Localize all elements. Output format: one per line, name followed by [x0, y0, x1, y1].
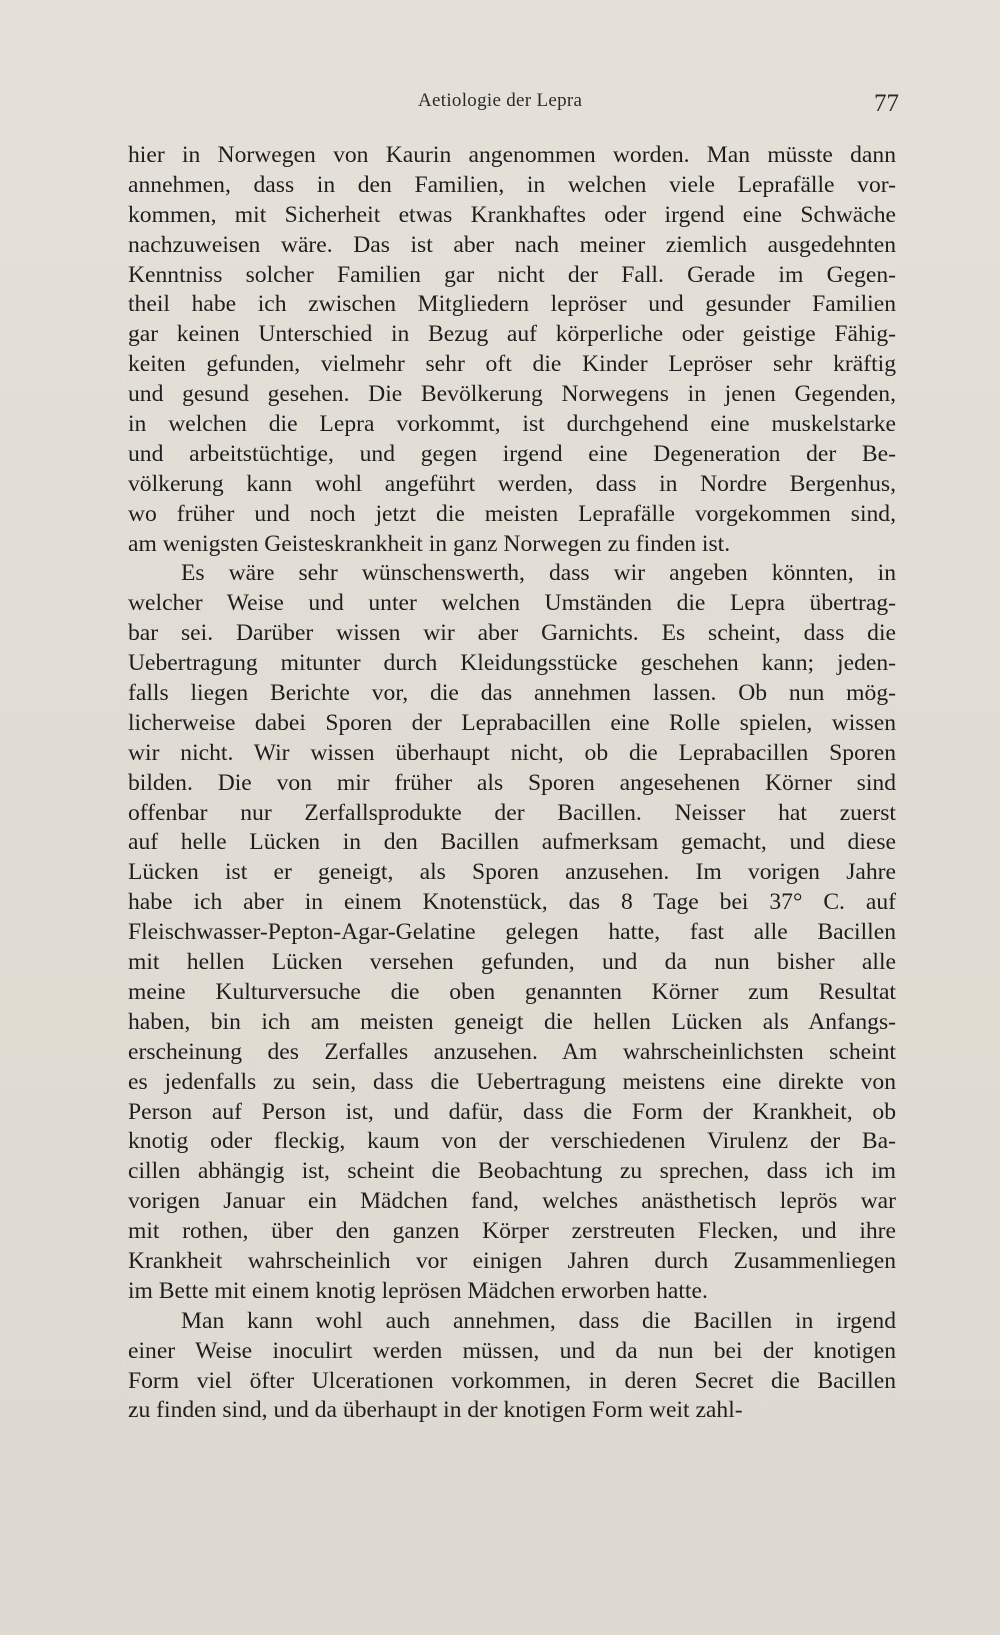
body-text: [128, 141, 896, 1426]
text-line: bilden. Die von mir früher als Sporen angesehenen Körner sind: [128, 769, 896, 796]
paragraph-start-line: Es wäre sehr wünschenswerth, dass wir angeben könnten, in: [181, 560, 896, 587]
text-line: kommen, mit Sicherheit etwas Krankhaftes oder irgend eine Schwäche: [128, 201, 896, 228]
text-line: Form viel öfter Ulcerationen vorkommen, in deren Secret die Bacillen: [128, 1367, 896, 1394]
running-title: Aetiologie der Lepra: [418, 90, 583, 111]
text-line: offenbar nur Zerfallsprodukte der Bacillen. Neisser hat zuerst: [128, 799, 896, 826]
text-line: knotig oder fleckig, kaum von der verschiedenen Virulenz der Ba-: [128, 1128, 896, 1155]
text-line: mit hellen Lücken versehen gefunden, und da nun bisher alle: [128, 949, 896, 976]
text-line: gar keinen Unterschied in Bezug auf körperliche oder geistige Fähig-: [128, 321, 896, 348]
text-line: Person auf Person ist, und dafür, dass die Form der Krankheit, ob: [128, 1098, 896, 1125]
text-line: keiten gefunden, vielmehr sehr oft die Kinder Lepröser sehr kräftig: [128, 351, 896, 378]
text-line: am wenigsten Geisteskrankheit in ganz Norwegen zu finden ist.: [128, 530, 731, 557]
text-line: theil habe ich zwischen Mitgliedern lepröser und gesunder Familien: [128, 291, 896, 318]
text-line: Lücken ist er geneigt, als Sporen anzusehen. Im vorigen Jahre: [128, 859, 896, 886]
text-line: meine Kulturversuche die oben genannten Körner zum Resultat: [128, 978, 896, 1005]
text-line: und gesund gesehen. Die Bevölkerung Norwegens in jenen Gegenden,: [128, 381, 896, 408]
text-line: bar sei. Darüber wissen wir aber Garnichts. Es scheint, dass die: [128, 620, 896, 647]
text-line: welcher Weise und unter welchen Umständen die Lepra übertrag-: [128, 590, 896, 617]
text-line: in welchen die Lepra vorkommt, ist durchgehend eine muskelstarke: [128, 411, 896, 438]
paragraph-start-line: Man kann wohl auch annehmen, dass die Bacillen in irgend: [181, 1307, 896, 1334]
text-line: Uebertragung mitunter durch Kleidungsstücke geschehen kann; jeden-: [128, 650, 896, 677]
text-line: es jedenfalls zu sein, dass die Uebertragung meistens eine direkte von: [128, 1068, 896, 1095]
page-header: [0, 88, 1000, 128]
text-line: haben, bin ich am meisten geneigt die hellen Lücken als Anfangs-: [128, 1008, 896, 1035]
text-line: Kenntniss solcher Familien gar nicht der Fall. Gerade im Gegen-: [128, 261, 896, 288]
text-line: falls liegen Berichte vor, die das annehmen lassen. Ob nun mög-: [128, 680, 896, 707]
text-line: cillen abhängig ist, scheint die Beobachtung zu sprechen, dass ich im: [128, 1158, 896, 1185]
text-line: wir nicht. Wir wissen überhaupt nicht, ob die Leprabacillen Sporen: [128, 739, 896, 766]
text-line: vorigen Januar ein Mädchen fand, welches anästhetisch leprös war: [128, 1188, 896, 1215]
text-line: und arbeitstüchtige, und gegen irgend eine Degeneration der Be-: [128, 440, 896, 467]
text-line: nachzuweisen wäre. Das ist aber nach meiner ziemlich ausgedehnten: [128, 231, 896, 258]
text-line: einer Weise inoculirt werden müssen, und da nun bei der knotigen: [128, 1337, 896, 1364]
text-line: im Bette mit einem knotig leprösen Mädchen erworben hatte.: [128, 1277, 708, 1304]
text-line: Fleischwasser-Pepton-Agar-Gelatine gelegen hatte, fast alle Bacillen: [128, 919, 896, 946]
text-line: auf helle Lücken in den Bacillen aufmerksam gemacht, und diese: [128, 829, 896, 856]
text-line: völkerung kann wohl angeführt werden, dass in Nordre Bergenhus,: [128, 470, 896, 497]
text-line: hier in Norwegen von Kaurin angenommen worden. Man müsste dann: [128, 142, 896, 168]
text-line: licherweise dabei Sporen der Leprabacillen eine Rolle spielen, wissen: [128, 709, 896, 736]
text-line: wo früher und noch jetzt die meisten Leprafälle vorgekommen sind,: [128, 500, 896, 527]
text-line: annehmen, dass in den Familien, in welchen viele Leprafälle vor-: [128, 171, 896, 198]
text-line: habe ich aber in einem Knotenstück, das 8 Tage bei 37° C. auf: [128, 889, 896, 916]
page-number: 77: [874, 90, 899, 117]
text-line: zu finden sind, und da überhaupt in der knotigen Form weit zahl-: [128, 1397, 743, 1424]
text-line: erscheinung des Zerfalles anzusehen. Am wahrscheinlichsten scheint: [128, 1038, 896, 1065]
text-line: Krankheit wahrscheinlich vor einigen Jahren durch Zusammenliegen: [128, 1247, 896, 1274]
text-line: mit rothen, über den ganzen Körper zerstreuten Flecken, und ihre: [128, 1218, 896, 1245]
